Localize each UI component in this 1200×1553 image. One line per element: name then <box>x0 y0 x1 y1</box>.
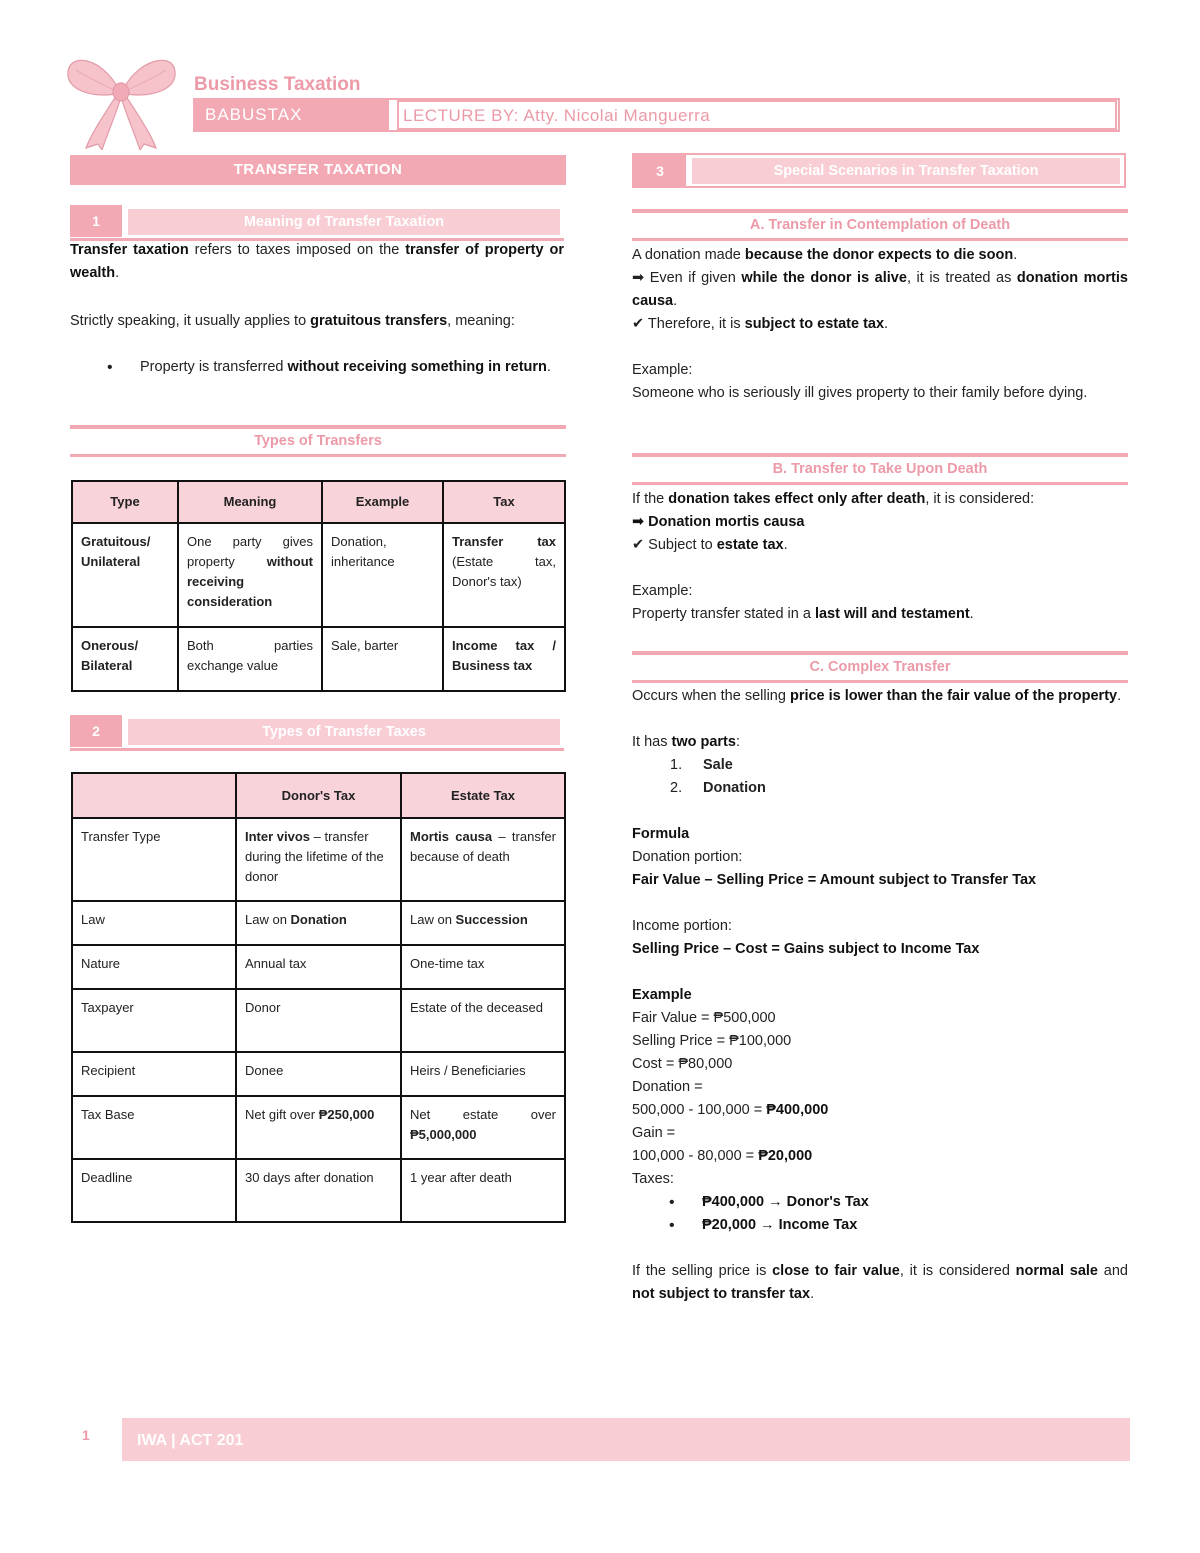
parts-list <box>632 754 1128 800</box>
section-number: 3 <box>634 155 686 186</box>
footer-course-label: IWA | ACT 201 <box>137 1432 244 1449</box>
table-row: Onerous/ Bilateral Both parties exchange value Sale, barter Income tax / Business tax <box>72 627 565 691</box>
section-2-header <box>70 715 564 751</box>
table-header: Donor's Tax <box>236 773 401 818</box>
subsection-c-text: Occurs when the selling price is lower than the fair value of the property. It has two parts: 1. Sale 2. Donation Formula Donation portion: Fair Value – Selling Price = Amount subject to Transfer Tax Income portion: Selling Price – Cost = Gains subject to Income Tax Example Fair Value = ₱500,000 Selling Price = ₱100,000 Cost = ₱80,000 Donation = 500,000 - 100,000 = ₱400,000 Gain = 100,000 - 80,000 = ₱20,000 Taxes: • ₱400,000 → Donor's Tax • ₱20,000 → Income Tax If the selling price is close to fair value, it is considered normal sale and not subject to transfer tax. <box>632 685 1128 1306</box>
definition-paragraph: Transfer taxation refers to taxes imposed on the transfer of property or wealth. <box>70 242 564 281</box>
list-item: • ₱20,000 → Income Tax <box>632 1214 1128 1237</box>
table-row: Deadline 30 days after donation 1 year after death <box>72 1159 565 1222</box>
types-of-transfers-table <box>71 480 566 692</box>
table-header: Tax <box>443 481 565 523</box>
table-row: Tax Base Net gift over ₱250,000 Net estate over ₱5,000,000 <box>72 1096 565 1159</box>
list-item: • Property is transferred without receiving something in return. <box>70 356 564 379</box>
table-header <box>72 773 236 818</box>
table-header: Type <box>72 481 178 523</box>
section-3-header <box>632 153 1126 188</box>
section-1-header <box>70 205 564 241</box>
subsection-b-heading: B. Transfer to Take Upon Death <box>632 453 1128 485</box>
lecturer-label: LECTURE BY: Atty. Nicolai Manguerra <box>397 100 1117 130</box>
section-number: 1 <box>70 205 122 237</box>
taxes-list <box>632 1191 1128 1237</box>
table-header: Example <box>322 481 443 523</box>
table-header: Meaning <box>178 481 322 523</box>
subsection-c-heading: C. Complex Transfer <box>632 651 1128 683</box>
table-row: Nature Annual tax One-time tax <box>72 945 565 989</box>
table-header: Estate Tax <box>401 773 565 818</box>
subsection-b-text: If the donation takes effect only after death, it is considered: ➡ Donation mortis causa ✔ Subject to estate tax. Example: Property transfer stated in a last will and testament. <box>632 491 1035 622</box>
subsection-a-text: A donation made because the donor expects to die soon. ➡ Even if given while the donor is alive, it is treated as donation mortis causa. ✔ Therefore, it is subject to estate tax. Example: Someone who is seriously ill gives property to their family before dying. <box>632 247 1128 401</box>
document-title: Business Taxation <box>194 74 361 95</box>
main-section-banner: TRANSFER TAXATION <box>70 155 566 185</box>
list-item: 2. Donation <box>670 780 766 796</box>
transfer-taxes-table <box>71 772 566 1223</box>
section-title: Types of Transfer Taxes <box>128 719 560 745</box>
list-item: • ₱400,000 → Donor's Tax <box>632 1191 1128 1214</box>
table-row: Gratuitous/ Unilateral One party gives property without receiving consideration Donation, inheritance Transfer tax (Estate tax, Donor's tax) <box>72 523 565 627</box>
section-title: Meaning of Transfer Taxation <box>128 209 560 235</box>
table-row: Transfer Type Inter vivos – transfer during the lifetime of the donor Mortis causa – transfer because of death <box>72 818 565 901</box>
course-code: BABUSTAX <box>193 98 389 132</box>
subsection-a-heading: A. Transfer in Contemplation of Death <box>632 209 1128 241</box>
gratuitous-paragraph: Strictly speaking, it usually applies to gratuitous transfers, meaning: <box>70 313 515 329</box>
page-number: 1 <box>70 1418 122 1461</box>
section-title: Special Scenarios in Transfer Taxation <box>692 158 1120 184</box>
table-row: Law Law on Donation Law on Succession <box>72 901 565 945</box>
bullet-list <box>70 356 564 379</box>
table-row: Recipient Donee Heirs / Beneficiaries <box>72 1052 565 1096</box>
ribbon-bow-icon <box>62 48 180 150</box>
types-of-transfers-heading: Types of Transfers <box>70 425 566 457</box>
table-row: Taxpayer Donor Estate of the deceased <box>72 989 565 1052</box>
section-number: 2 <box>70 715 122 747</box>
list-item: 1. Sale <box>670 757 733 773</box>
